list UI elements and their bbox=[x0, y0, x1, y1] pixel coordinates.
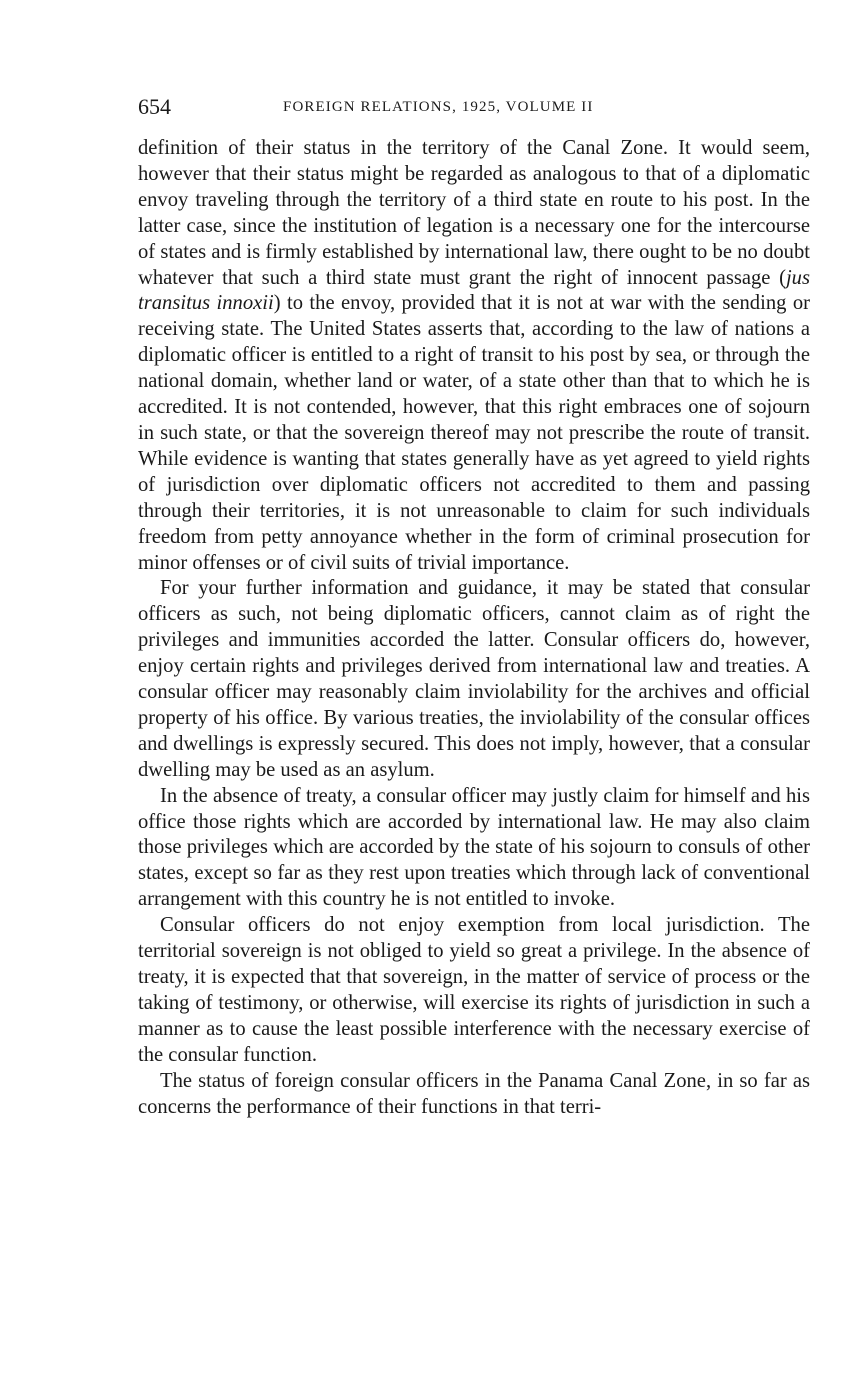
body-text bbox=[138, 136, 810, 1120]
paragraph-3: In the absence of treaty, a consular officer may justly claim for himself and his office those rights which are accorded by international law. He may also claim those privileges which are accorded by the state of his sojourn to consuls of other states, except so far as they rest upon treaties which through lack of conventional arrangement with this country he is not entitled to invoke. bbox=[138, 784, 810, 911]
paragraph-4: Consular officers do not enjoy exemption from local jurisdiction. The territorial sovereign is not obliged to yield so great a privilege. In the absence of treaty, it is expected that that sovereign, in the matter of service of process or the taking of testimony, or otherwise, will exercise its rights of jurisdiction in such a manner as to cause the least possible interference with the necessary exercise of the consular function. bbox=[138, 914, 810, 1066]
page-number: 654 bbox=[138, 94, 171, 119]
paragraph-1 bbox=[138, 136, 810, 576]
paragraph-1-text-after: ) to the envoy, provided that it is not at war with the sending or receiving state. The United States asserts that, according to the law of nations a diplomatic officer is entitled to a right of transit to his post by sea, or through the national domain, whether land or water, of a state other than that to which he is accredited. It is not contended, however, that this right embraces one of sojourn in such state, or that the sovereign thereof may not prescribe the route of transit. While evidence is wanting that states generally have as yet agreed to yield rights of jurisdiction over diplomatic officers not accredited to them and passing through their territories, it is not unreasonable to claim for such individuals freedom from petty annoyance whether in the form of criminal prosecution for minor offenses or of civil suits of trivial importance. bbox=[138, 292, 810, 574]
paragraph-2: For your further information and guidance, it may be stated that consular officers as such, not being diplomatic officers, cannot claim as of right the privileges and immunities accorded the latter. Consular officers do, however, enjoy certain rights and privileges derived from international law and treaties. A consular officer may reasonably claim inviolability for the archives and official property of his office. By various treaties, the inviolability of the consular offices and dwellings is expressly secured. This does not imply, however, that a consular dwelling may be used as an asylum. bbox=[138, 577, 810, 781]
latin-phrase: jus transitus innoxii bbox=[138, 266, 810, 315]
paragraph-1-text-before: definition of their status in the territory of the Canal Zone. It would seem, however that their status might be regarded as analogous to that of a diplomatic envoy traveling through the territory of a third state en route to his post. In the latter case, since the institution of legation is a necessary one for the intercourse of states and is firmly established by international law, there ought to be no doubt whatever that such a third state must grant the right of innocent passage ( bbox=[138, 137, 810, 289]
running-head: FOREIGN RELATIONS, 1925, VOLUME II bbox=[283, 99, 594, 115]
page-header bbox=[138, 92, 810, 122]
paragraph-5: The status of foreign consular officers in the Panama Canal Zone, in so far as concerns the performance of their functions in that terri- bbox=[138, 1069, 810, 1118]
